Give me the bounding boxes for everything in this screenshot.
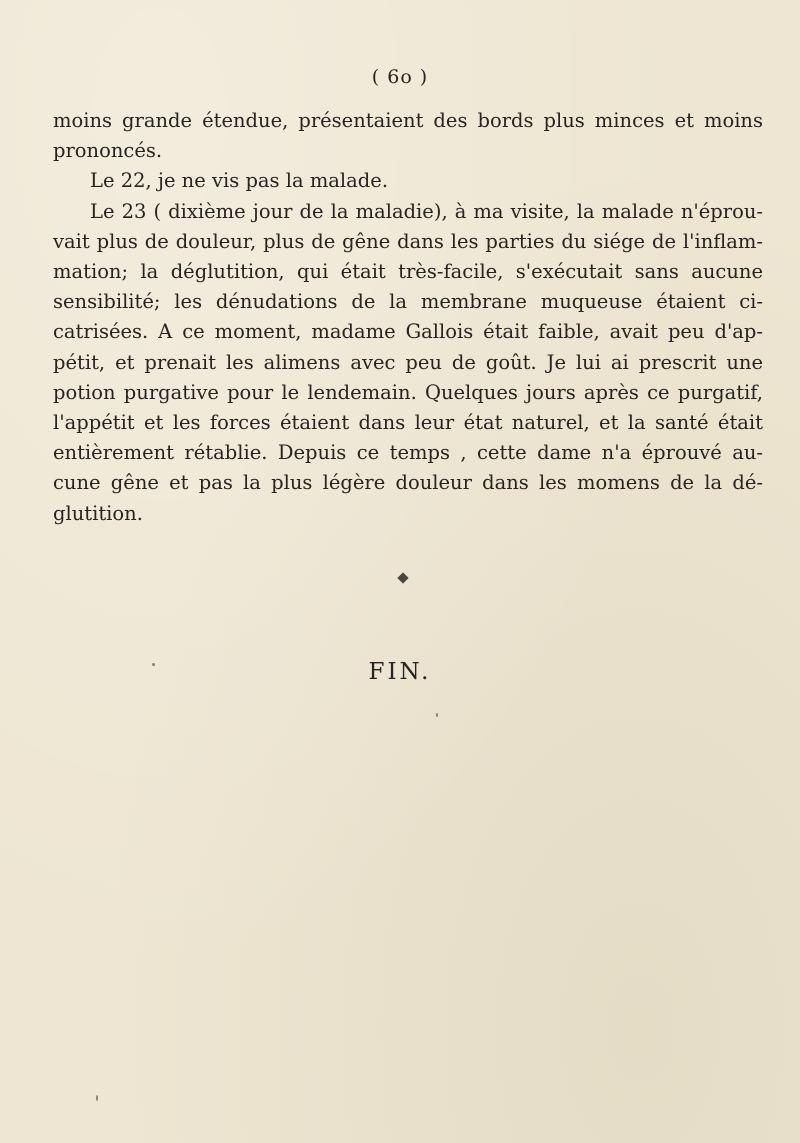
body-text [53, 106, 763, 529]
text-line-14: glutition. [53, 501, 143, 525]
text-line-7: sensibilité; les dénudations de la membrane muqueuse étaient ci- [53, 290, 763, 314]
text-line-10: potion purgative pour le lendemain. Quelques jours après ce purgatif, [53, 380, 763, 404]
paper-speck [96, 1095, 98, 1101]
page-number: ( 6o ) [371, 66, 429, 88]
text-line-2: prononcés. [53, 139, 163, 163]
text-line-13: cune gêne et pas la plus légère douleur dans les momens de la dé- [53, 471, 763, 495]
text-line-8: catrisées. A ce moment, madame Gallois était faible, avait peu d'ap- [53, 320, 763, 344]
paper-speck [152, 663, 155, 666]
text-line-5: vait plus de douleur, plus de gêne dans les parties du siége de l'inflam- [53, 229, 763, 253]
text-line-1: moins grande étendue, présentaient des bords plus minces et moins [53, 109, 763, 132]
text-line-4: Le 23 ( dixième jour de la maladie), à ma visite, la malade n'éprou- [90, 199, 763, 223]
text-line-6: mation; la déglutition, qui était très-facile, s'exécutait sans aucune [53, 260, 763, 284]
text-line-11: l'appétit et les forces étaient dans leur état naturel, et la santé était [53, 411, 763, 435]
text-line-12: entièrement rétablie. Depuis ce temps , cette dame n'a éprouvé au- [53, 441, 763, 465]
end-mark: FIN. [368, 659, 432, 685]
text-line-9: pétit, et prenait les alimens avec peu de goût. Je lui ai prescrit une [53, 350, 763, 374]
paper-speck [436, 713, 438, 717]
text-line-3: Le 22, je ne vis pas la malade. [90, 169, 389, 193]
ornament-icon [397, 572, 408, 583]
